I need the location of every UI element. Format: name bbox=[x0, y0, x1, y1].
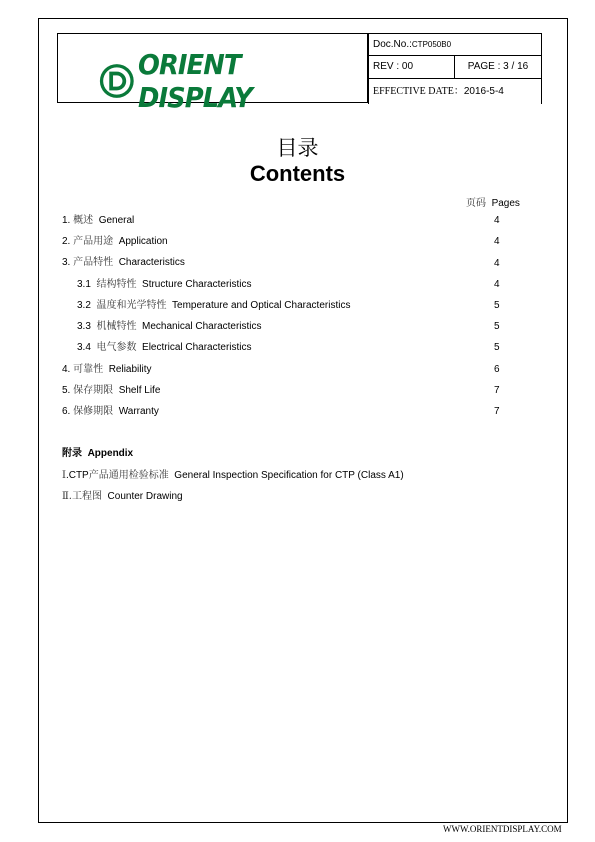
toc-entry: 3.3 机械特性 Mechanical Characteristics bbox=[77, 321, 262, 332]
toc-entry: 3. 产品特性 Characteristics bbox=[62, 257, 185, 268]
page-number-cell: PAGE : 3 / 16 bbox=[454, 55, 542, 79]
toc-page: 4 bbox=[494, 236, 500, 247]
appendix-title: 附录 Appendix bbox=[62, 448, 134, 459]
toc-page: 7 bbox=[494, 406, 500, 417]
toc-page: 6 bbox=[494, 364, 500, 375]
toc-entry: 3.1 结构特性 Structure Characteristics bbox=[77, 279, 252, 290]
toc-page: 4 bbox=[494, 215, 500, 226]
toc-page: 5 bbox=[494, 321, 500, 332]
toc-entry: 5. 保存期限 Shelf Life bbox=[62, 385, 161, 396]
toc-page: 5 bbox=[494, 300, 500, 311]
toc-page: 5 bbox=[494, 342, 500, 353]
toc-entry: 3.2 温度和光学特性 Temperature and Optical Characteristics bbox=[77, 300, 351, 311]
toc-entry: 3.4 电气参数 Electrical Characteristics bbox=[77, 342, 252, 353]
toc-entry: 4. 可靠性 Reliability bbox=[62, 364, 152, 375]
toc-page: 4 bbox=[494, 279, 500, 290]
toc-page: 7 bbox=[494, 385, 500, 396]
title-english: Contents bbox=[249, 161, 346, 186]
appendix-item: Ⅰ.CTP产品通用检验标准 General Inspection Specification for CTP (Class A1) bbox=[62, 470, 404, 481]
toc-entry: 2. 产品用途 Application bbox=[62, 236, 168, 247]
toc-entry: 6. 保修期限 Warranty bbox=[62, 406, 159, 417]
footer-website: WWW.ORIENTDISPLAY.COM bbox=[443, 824, 562, 834]
toc-entry: 1. 概述 General bbox=[62, 215, 135, 226]
effective-date-label: EFFECTIVE DATE： bbox=[373, 85, 464, 97]
doc-number-label: Doc.No.: bbox=[373, 38, 412, 50]
pages-header-cn: 页码 bbox=[466, 198, 486, 209]
toc-page: 4 bbox=[494, 258, 500, 269]
effective-date-value: 2016-5-4 bbox=[463, 85, 504, 97]
doc-number-value: CTP050B0 bbox=[411, 39, 452, 49]
revision-cell: REV : 00 bbox=[368, 55, 455, 79]
pages-header-en: Pages bbox=[491, 198, 520, 209]
appendix-item: Ⅱ.工程图 Counter Drawing bbox=[62, 491, 183, 502]
logo-text: ORIENT DISPLAY bbox=[137, 48, 252, 114]
title-chinese: 目录 bbox=[276, 136, 319, 160]
